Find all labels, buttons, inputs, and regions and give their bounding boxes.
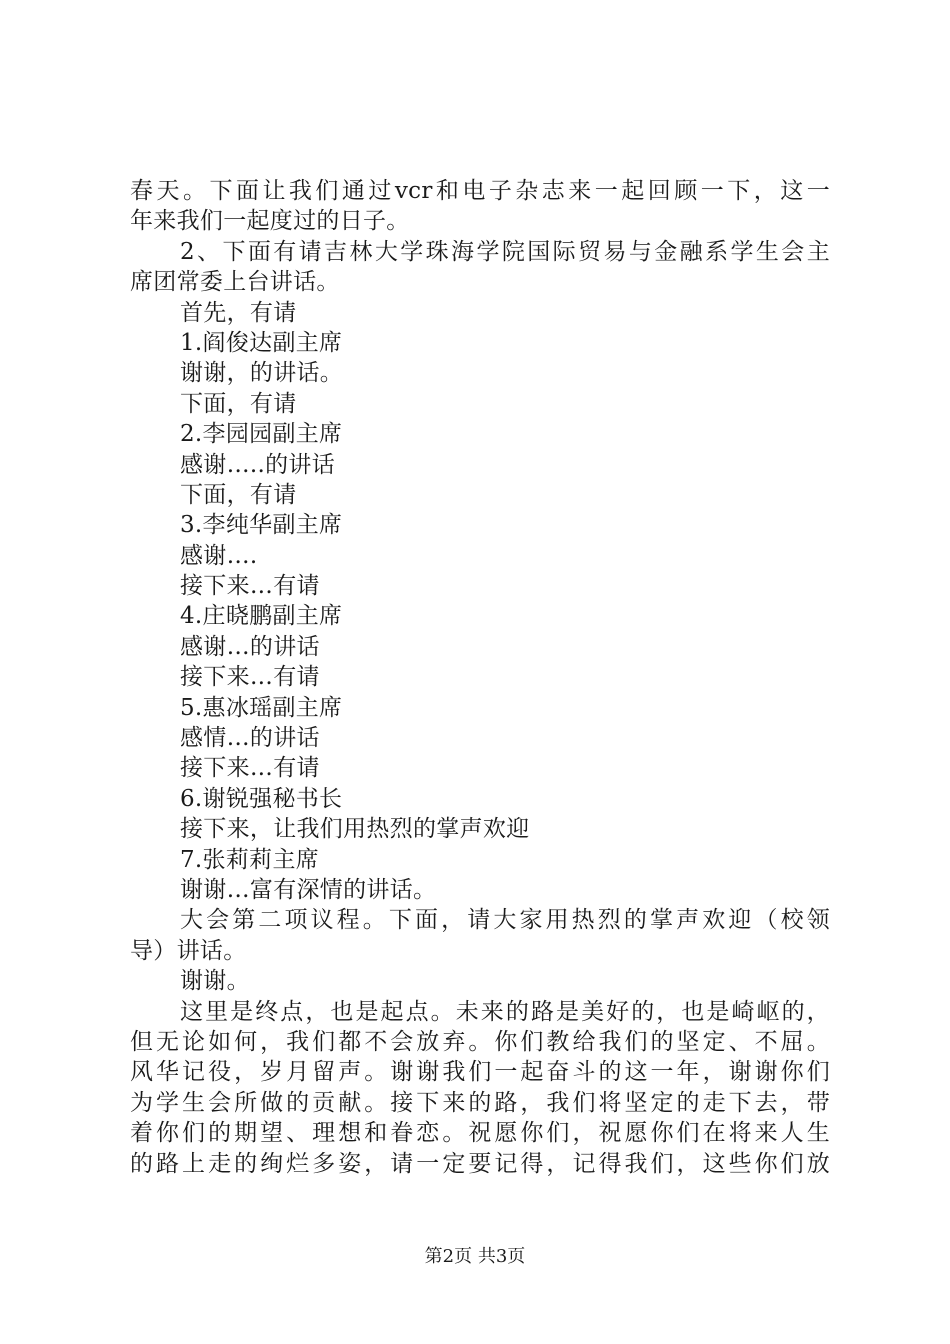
text-line: 4.庄晓鹏副主席 bbox=[180, 603, 343, 630]
text-line: 下面，有请 bbox=[180, 481, 297, 508]
text-line: 下面，有请 bbox=[180, 390, 297, 417]
text-line: 年来我们一起度过的日子。 bbox=[130, 208, 410, 235]
text-line: 导）讲话。 bbox=[130, 937, 247, 964]
text-line: 席团常委上台讲话。 bbox=[130, 269, 340, 296]
text-line: 感谢…. bbox=[180, 542, 258, 569]
page-footer: 第2页 共3页 bbox=[424, 1246, 526, 1267]
text-line: 接下来…有请 bbox=[180, 755, 320, 782]
text-line: 首先，有请 bbox=[180, 299, 297, 326]
document-body bbox=[130, 176, 830, 1179]
text-line: 2.李园园副主席 bbox=[180, 421, 343, 448]
text-line: 谢谢…富有深情的讲话。 bbox=[180, 876, 437, 903]
text-line: 风华记役，岁月留声。谢谢我们一起奋斗的这一年，谢谢你们 bbox=[130, 1059, 830, 1086]
text-line: 2、下面有请吉林大学珠海学院国际贸易与金融系学生会主 bbox=[180, 238, 830, 265]
text-line: 的路上走的绚烂多姿，请一定要记得，记得我们，这些你们放 bbox=[130, 1150, 830, 1177]
text-line: 5.惠冰瑶副主席 bbox=[180, 694, 343, 721]
text-line: 接下来…有请 bbox=[180, 664, 320, 691]
text-line: 3.李纯华副主席 bbox=[180, 512, 343, 539]
text-line: 但无论如何，我们都不会放弃。你们教给我们的坚定、不屈。 bbox=[130, 1028, 830, 1055]
text-line: 大会第二项议程。下面，请大家用热烈的掌声欢迎（校领 bbox=[180, 907, 830, 934]
text-line: 感谢…..的讲话 bbox=[180, 451, 336, 478]
text-line: 接下来…有请 bbox=[180, 573, 320, 600]
text-line: 1.阎俊达副主席 bbox=[180, 329, 343, 356]
text-line: 谢谢。 bbox=[180, 968, 250, 995]
text-line: 6.谢锐强秘书长 bbox=[180, 785, 343, 812]
text-line: 感谢…的讲话 bbox=[180, 633, 320, 660]
text-line: 谢谢，的讲话。 bbox=[180, 360, 344, 387]
text-line: 7.张莉莉主席 bbox=[180, 846, 320, 873]
text-line: 春天。下面让我们通过vcr和电子杂志来一起回顾一下，这一 bbox=[130, 178, 830, 204]
text-line: 着你们的期望、理想和眷恋。祝愿你们，祝愿你们在将来人生 bbox=[130, 1120, 830, 1147]
text-line: 为学生会所做的贡献。接下来的路，我们将坚定的走下去，带 bbox=[130, 1089, 830, 1116]
text-line: 这里是终点，也是起点。未来的路是美好的，也是崎岖的， bbox=[180, 998, 830, 1025]
text-line: 接下来，让我们用热烈的掌声欢迎 bbox=[180, 816, 530, 843]
text-line: 感情…的讲话 bbox=[180, 725, 320, 752]
